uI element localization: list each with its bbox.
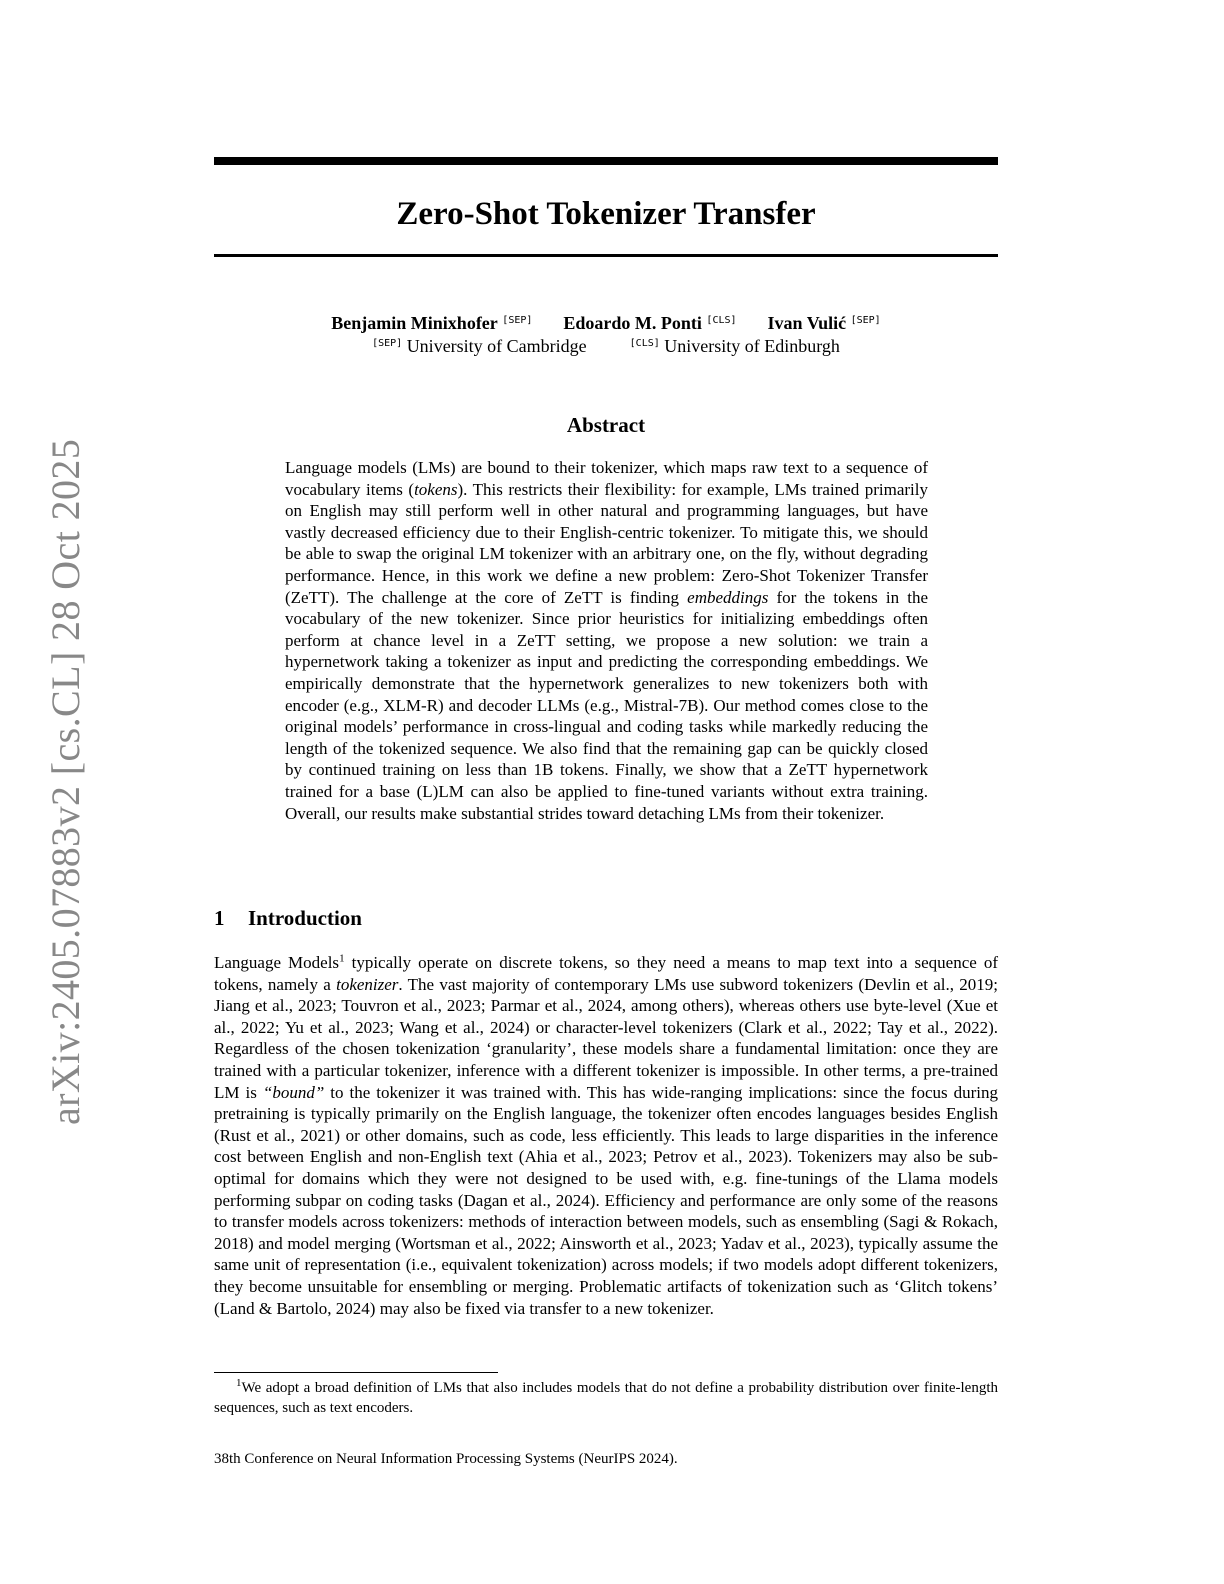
abstract-text-part: Language models (LMs) are bound to their tokenizer, which maps raw text to a sequence of vocabulary items ( — [285, 458, 928, 499]
affiliation-name: University of Edinburgh — [664, 336, 840, 356]
author-name: Edoardo M. Ponti — [563, 313, 702, 333]
title-rule-top — [214, 157, 998, 165]
affiliation-tag: [CLS] — [629, 338, 660, 349]
abstract-emphasis: tokens — [414, 479, 458, 499]
abstract-heading: Abstract — [566, 413, 646, 437]
footnote-divider — [214, 1372, 498, 1373]
author-affiliation-tag: [SEP] — [850, 315, 881, 326]
author-affiliation-tag: [CLS] — [706, 315, 737, 326]
section-heading-introduction — [214, 903, 362, 933]
affiliation-name: University of Cambridge — [406, 336, 587, 356]
author-affiliation-tag: [SEP] — [502, 315, 533, 326]
arxiv-identifier-stamp: arXiv:2405.07883v2 [cs.CL] 28 Oct 2025 — [43, 438, 88, 1125]
introduction-paragraph — [214, 952, 998, 1319]
author-name: Benjamin Minixhofer — [331, 313, 498, 333]
intro-text-part: Language Models — [214, 953, 340, 972]
intro-text-part: to the tokenizer it was trained with. This has wide-ranging implications: since the focus during pretraining is typically primarily on the English language, the tokenizer often encodes languages besides English (Rust et al., 2021) or other domains, such as code, less efficiently. This leads to large disparities in the inference cost between English and non-English text (Ahia et al., 2023; Petrov et al., 2023). Tokenizers may also be sub-optimal for domains which they were not designed to be used with, e.g. fine-tunings of the Llama models performing subpar on coding tasks (Dagan et al., 2024). Efficiency and performance are only some of the reasons to transfer models across tokenizers: methods of interaction between models, such as ensembling (Sagi & Rokach, 2018) and model merging (Wortsman et al., 2022; Ainsworth et al., 2023; Yadav et al., 2023), typically assume the same unit of representation (i.e., equivalent tokenization) across models; if two models adopt different tokenizers, they become unsuitable for ensembling or merging. Problematic artifacts of tokenization such as ‘Glitch tokens’ (Land & Bartolo, 2024) may also be fixed via transfer to a new tokenizer. — [214, 1082, 999, 1318]
abstract-emphasis: embeddings — [687, 587, 769, 607]
author-name: Ivan Vulić — [767, 313, 847, 333]
section-number: 1 — [214, 906, 225, 930]
intro-emphasis: tokenizer — [336, 974, 399, 994]
footnote — [214, 1378, 998, 1418]
affiliation-tag: [SEP] — [372, 338, 403, 349]
intro-text-part: . The vast majority of contemporary LMs use subword tokenizers (Devlin et al., 2019; Jiang et al., 2023; Touvron et al., 2023; Parmar et al., 2024, among others), whereas others use byte-level (Xue et al., 2022; Yu et al., 2023; Wang et al., 2024) or character-level tokenizers (Clark et al., 2022; Tay et al., 2022). Regardless of the chosen tokenization ‘granularity’, these models share a fundamental limitation: once they are trained with a particular tokenizer, inference with a different tokenizer is impossible. In other terms, a pre-trained LM is — [214, 974, 998, 1102]
footnote-text: We adopt a broad definition of LMs that also includes models that do not define a probability distribution over finite-length sequences, such as text encoders. — [214, 1380, 998, 1416]
footnote-mark: 1 — [236, 1377, 242, 1389]
affiliation-list — [214, 332, 998, 358]
footnote-reference[interactable]: 1 — [339, 952, 345, 965]
intro-emphasis: “bound” — [262, 1082, 325, 1102]
abstract-text-part: ). This restricts their flexibility: for example, LMs trained primarily on English may still perform well in other natural and programming languages, but have vastly decreased efficiency due to their English-centric tokenizer. To mitigate this, we should be able to swap the original LM tokenizer with an arbitrary one, on the fly, without degrading performance. Hence, in this work we define a new problem: Zero-Shot Tokenizer Transfer (ZeTT). The challenge at the core of ZeTT is finding — [285, 479, 928, 607]
abstract-text — [285, 457, 928, 824]
section-title: Introduction — [248, 906, 362, 930]
abstract-text-part: for the tokens in the vocabulary of the new tokenizer. Since prior heuristics for initializing embeddings often perform at chance level in a ZeTT setting, we propose a new solution: we train a hypernetwork taking a tokenizer as input and predicting the corresponding embeddings. We empirically demonstrate that the hypernetwork generalizes to new tokenizers both with encoder (e.g., XLM-R) and decoder LLMs (e.g., Mistral-7B). Our method comes close to the original models’ performance in cross-lingual and coding tasks while markedly reducing the length of the tokenized sequence. We also find that the remaining gap can be quickly closed by continued training on less than 1B tokens. Finally, we show that a ZeTT hypernetwork trained for a base (L)LM can also be applied to fine-tuned variants without extra training. Overall, our results make substantial strides toward detaching LMs from their tokenizer. — [285, 587, 929, 823]
title-rule-bottom — [214, 254, 998, 257]
intro-text-part: typically operate on discrete tokens, so they need a means to map text into a sequence of tokens, namely a — [214, 953, 998, 994]
venue-note: 38th Conference on Neural Information Processing Systems (NeurIPS 2024). — [214, 1451, 678, 1467]
paper-title: Zero-Shot Tokenizer Transfer — [396, 196, 816, 232]
